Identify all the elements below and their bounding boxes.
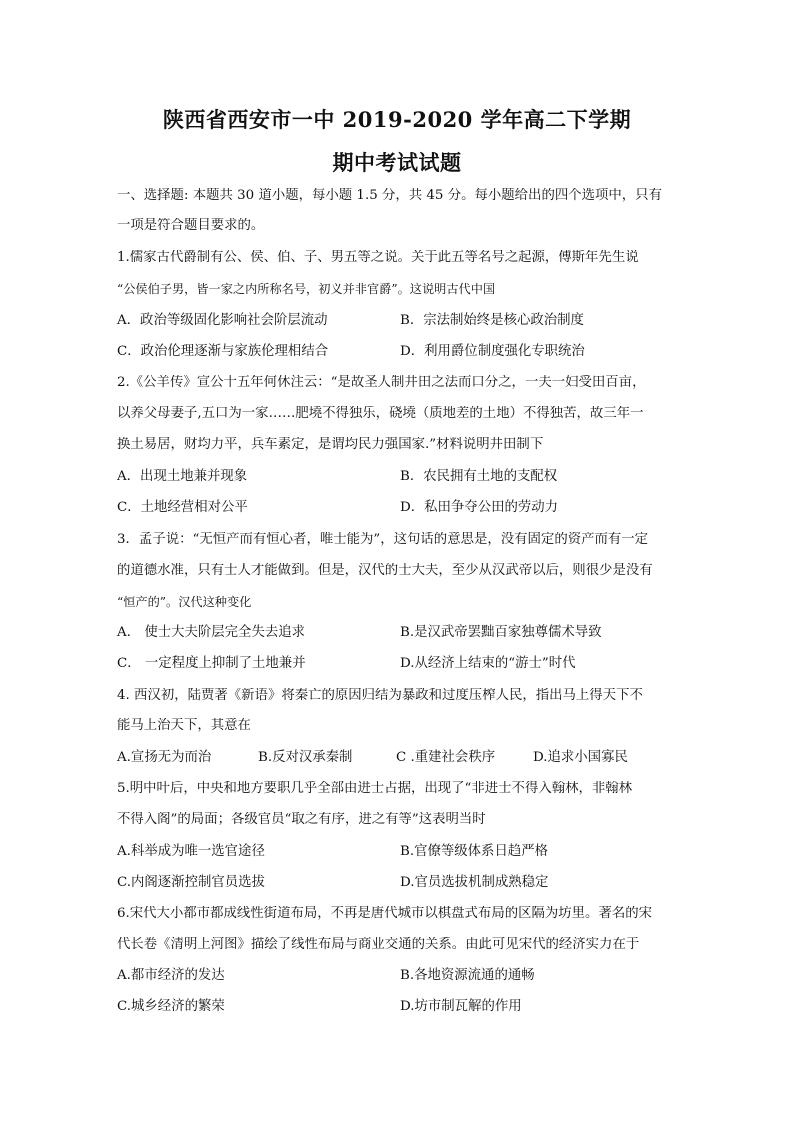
q3-option-b: B.是汉武帝罢黜百家独尊儒术导致 — [400, 625, 602, 640]
q1-option-d: D．利用爵位制度强化专职统治 — [400, 344, 585, 359]
q4-stem-line2: 能马上治天下，其意在 — [117, 718, 251, 733]
q2-stem-line3: 换土易居，财均力平，兵车素定，是谓均民力强国家.”材料说明井田制下 — [117, 437, 544, 452]
q1-option-c: C．政治伦理逐渐与家族伦理相结合 — [117, 344, 329, 359]
q5-stem-line1: 5.明中叶后，中央和地方要职几乎全部由进士占据，出现了“非进士不得入翰林，非翰林 — [117, 781, 633, 796]
q3-stem-line2: 的道德水准，只有士人才能做到。但是，汉代的士大夫，至少从汉武帝以后，则很少是没有 — [117, 563, 653, 578]
q6-option-b: B.各地资源流通的通畅 — [400, 968, 535, 983]
q3-stem-line1: 3．孟子说：“无恒产而有恒心者，唯士能为”，这句话的意思是，没有固定的资产而有一定 — [117, 532, 649, 547]
section-instructions-line2: 一项是符合题目要求的。 — [117, 218, 265, 233]
q5-option-d: D.官员选拔机制成熟稳定 — [400, 875, 549, 890]
q1-option-a: A．政治等级固化影响社会阶层流动 — [117, 313, 328, 328]
exam-subtitle: 期中考试试题 — [332, 150, 462, 175]
exam-title: 陕西省西安市一中 2019-2020 学年高二下学期 — [162, 107, 632, 132]
q5-option-a: A.科举成为唯一选官途径 — [117, 844, 265, 859]
q1-stem-line1: 1.儒家古代爵制有公、侯、伯、子、男五等之说。关于此五等名号之起源，傅斯年先生说 — [117, 250, 639, 265]
q4-option-d: D.追求小国寡民 — [533, 750, 628, 765]
q6-stem-line1: 6.宋代大小都市都成线性街道布局，不再是唐代城市以棋盘式布局的区隔为坊里。著名的宋 — [117, 906, 653, 921]
q3-stem-line3: “恒产的”。汉代这种变化 — [117, 595, 252, 609]
q5-option-c: C.内阁逐渐控制官员选拔 — [117, 875, 265, 890]
q6-option-c: C.城乡经济的繁荣 — [117, 999, 225, 1014]
q4-stem-line1: 4. 西汉初，陆贾著《新语》将秦亡的原因归结为暴政和过度压榨人民，指出马上得天下不 — [117, 688, 643, 703]
section-instructions-line1: 一、选择题: 本题共 30 道小题，每小题 1.5 分，共 45 分。每小题给出的四个选项中，只有 — [117, 188, 662, 203]
q3-option-c: C． 一定程度上抑制了土地兼并 — [117, 656, 306, 671]
q3-option-a: A. 使士大夫阶层完全失去追求 — [117, 625, 306, 640]
q2-option-b: B．农民拥有土地的支配权 — [400, 469, 558, 484]
q2-stem-line2: 以养父母妻子,五口为一家……肥墝不得独乐，硗墝（质地差的土地）不得独苦，故三年一 — [117, 406, 644, 421]
q2-stem-line1: 2.《公羊传》宣公十五年何休注云：“是故圣人制井田之法而口分之，一夫一妇受田百亩， — [117, 375, 646, 390]
q6-option-d: D.坊市制瓦解的作用 — [400, 999, 522, 1014]
q4-option-a: A.宣扬无为而治 — [117, 750, 212, 765]
q2-option-c: C．土地经营相对公平 — [117, 500, 248, 515]
q6-option-a: A.都市经济的发达 — [117, 968, 225, 983]
q4-option-c: C .重建社会秩序 — [396, 750, 496, 765]
q5-stem-line2: 不得入阁”的局面；各级官员“取之有序，进之有等”这表明当时 — [117, 812, 486, 827]
q2-option-a: A．出现土地兼并现象 — [117, 469, 248, 484]
q6-stem-line2: 代长卷《清明上河图》描绘了线性布局与商业交通的关系。由此可见宋代的经济实力在于 — [117, 937, 640, 952]
q2-option-d: D．私田争夺公田的劳动力 — [400, 500, 559, 515]
q1-stem-line2: “公侯伯子男，皆一家之内所称名号，初义并非官爵”。这说明古代中国 — [117, 282, 496, 296]
q4-option-b: B.反对汉承秦制 — [258, 750, 353, 765]
q3-option-d: D.从经济上结束的“游士”时代 — [400, 656, 576, 671]
q1-option-b: B．宗法制始终是核心政治制度 — [400, 313, 584, 328]
q5-option-b: B.官僚等级体系日趋严格 — [400, 844, 549, 859]
